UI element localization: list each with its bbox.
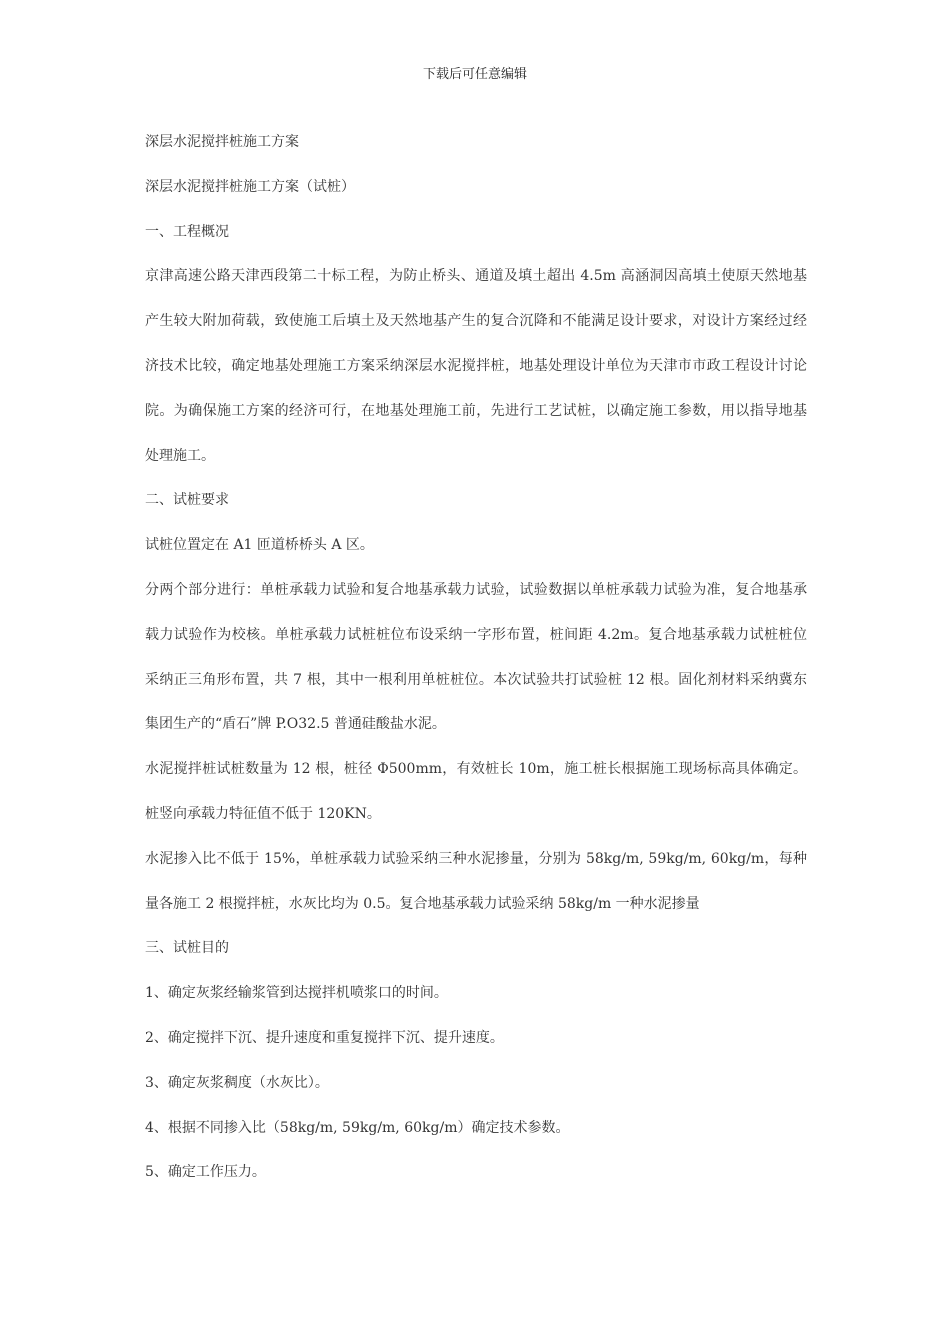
paragraph-line: 试桩位置定在 A1 匝道桥桥头 A 区。 [145, 537, 374, 554]
section-heading: 三、试桩目的 [145, 940, 229, 957]
paragraph-line: 京津高速公路天津西段第二十标工程，为防止桥头、通道及填土超出 4.5m 高涵洞因高填土使原天然地基 [145, 268, 807, 285]
paragraph-line: 济技术比较，确定地基处理施工方案采纳深层水泥搅拌桩，地基处理设计单位为天津市市政工程设计讨论 [145, 357, 807, 374]
paragraph-line: 量各施工 2 根搅拌桩，水灰比均为 0.5。复合地基承载力试验采纳 58kg/m 一种水泥掺量 [145, 895, 700, 912]
list-item: 3、确定灰浆稠度（水灰比）。 [145, 1074, 329, 1091]
paragraph-line: 载力试验作为校核。单桩承载力试桩桩位布设采纳一字形布置，桩间距 4.2m。复合地基承载力试桩桩位 [145, 626, 807, 643]
list-item: 5、确定工作压力。 [145, 1164, 266, 1181]
list-item: 1、确定灰浆经输浆管到达搅拌机喷浆口的时间。 [145, 985, 448, 1002]
page-header: 下载后可任意编辑 [422, 67, 527, 82]
paragraph-line: 集团生产的“盾石”牌 P.O32.5 普通硅酸盐水泥。 [145, 716, 446, 733]
section-heading: 二、试桩要求 [145, 492, 229, 509]
paragraph-line: 分两个部分进行：单桩承载力试验和复合地基承载力试验，试验数据以单桩承载力试验为准，复合地基承 [145, 581, 807, 598]
paragraph-line: 桩竖向承载力特征值不低于 120KN。 [145, 805, 381, 822]
document-body [145, 120, 807, 1195]
section-heading: 一、工程概况 [145, 223, 229, 240]
list-item: 2、确定搅拌下沉、提升速度和重复搅拌下沉、提升速度。 [145, 1029, 504, 1046]
paragraph-line: 产生较大附加荷载，致使施工后填土及天然地基产生的复合沉降和不能满足设计要求，对设计方案经过经 [145, 313, 807, 330]
paragraph-line: 处理施工。 [145, 447, 215, 464]
paragraph-line: 采纳正三角形布置，共 7 根，其中一根利用单桩桩位。本次试验共打试验桩 12 根。固化剂材料采纳冀东 [145, 671, 807, 688]
paragraph-line: 水泥搅拌桩试桩数量为 12 根，桩径 Φ500mm，有效桩长 10m，施工桩长根据施工现场标高具体确定。 [145, 761, 807, 778]
document-subtitle: 深层水泥搅拌桩施工方案（试桩） [145, 178, 355, 195]
list-item: 4、根据不同掺入比（58kg/m, 59kg/m, 60kg/m）确定技术参数。 [145, 1119, 570, 1136]
paragraph-line: 院。为确保施工方案的经济可行，在地基处理施工前，先进行工艺试桩，以确定施工参数，用以指导地基 [145, 402, 807, 419]
document-title: 深层水泥搅拌桩施工方案 [145, 134, 299, 150]
paragraph-line: 水泥掺入比不低于 15%，单桩承载力试验采纳三种水泥掺量，分别为 58kg/m, 59kg/m, 60kg/m，每种 [145, 850, 807, 867]
